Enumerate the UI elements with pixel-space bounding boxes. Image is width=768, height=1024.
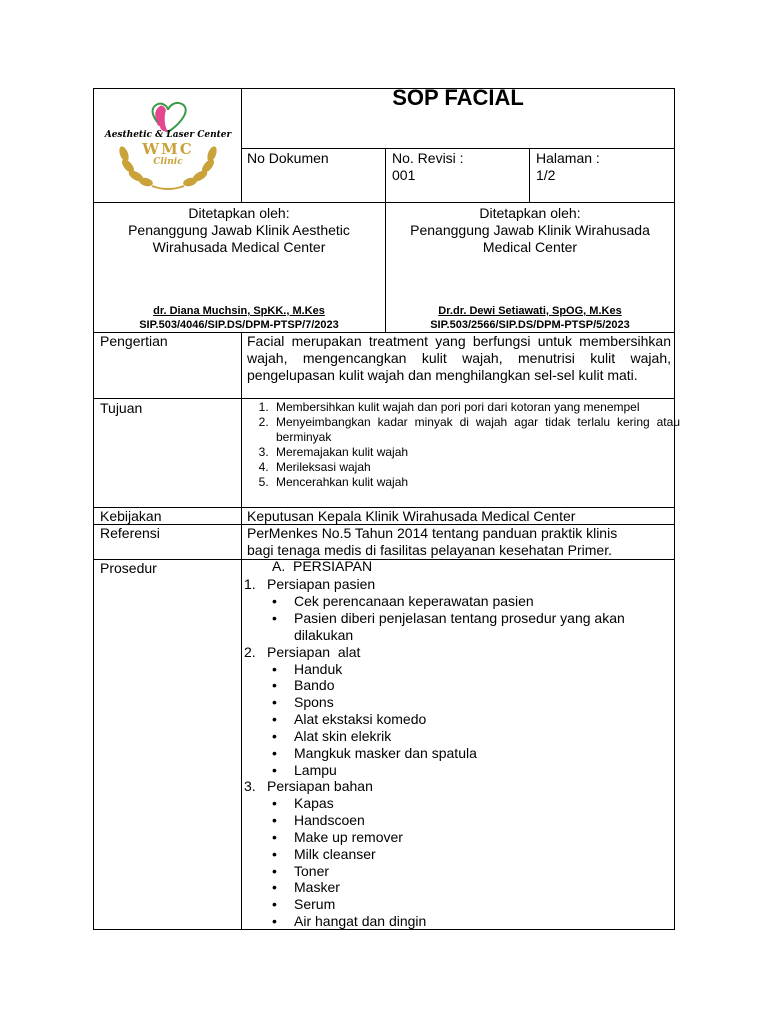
row-label-referensi: Referensi [100,525,160,541]
bullet: • [272,610,277,626]
revision-label: No. Revisi : [392,150,464,166]
approval-right-sip: SIP.503/2566/SIP.DS/DPM-PTSP/5/2023 [430,319,630,331]
bullet: • [272,846,277,862]
approval-right-role: Penanggung Jawab Klinik Wirahusada [410,222,650,238]
bullet: • [272,728,277,744]
list-item: 1. Membersihkan kulit wajah dan pori pori dari kotoran yang menempel [272,400,680,415]
bullet: • [272,694,277,710]
list-item: 4. Merileksasi wajah [272,460,680,475]
approval-right-role: Medical Center [482,239,578,255]
approval-right-name: Dr.dr. Dewi Setiawati, SpOG, M.Kes [438,305,622,317]
pengertian-text: Facial merupakan treatment yang berfungsi untuk membersihkan wajah, mengencangkan kulit wajah, menutrisi kulit wajah, pengelupasan kulit wajah dan menghilangkan sel-sel kulit mati. [247,333,671,383]
bullet: • [272,879,277,895]
tujuan-list [248,400,680,489]
page-title: SOP FACIAL [392,85,524,110]
grid-line [93,559,675,560]
logo-tagline: Aesthetic & Laser Center [104,130,232,140]
approval-left-name: dr. Diana Muchsin, SpKK., M.Kes [153,305,325,317]
row-label-tujuan: Tujuan [100,400,143,416]
revision-value: 001 [392,167,416,183]
list-item: Alat skin elekrik [294,728,392,744]
prosedur-group-title: Persiapan bahan [267,778,373,794]
prosedur-section-title: A. PERSIAPAN [272,558,373,574]
kebijakan-text: Keputusan Kepala Klinik Wirahusada Medical Center [247,508,576,524]
list-item: Handuk [294,661,343,677]
approval-left-role: Penanggung Jawab Klinik Aesthetic [128,222,350,238]
list-item: Toner [294,863,330,879]
list-item: Pasien diberi penjelasan tentang prosedur yang akan [294,610,625,626]
bullet: • [272,812,277,828]
bullet: • [272,745,277,761]
list-item: Make up remover [294,829,403,845]
list-item: 5. Mencerahkan kulit wajah [272,475,680,490]
clinic-logo [100,92,236,196]
row-label-prosedur: Prosedur [100,560,157,576]
bullet: • [272,711,277,727]
list-item: 3. Meremajakan kulit wajah [272,445,680,460]
bullet: • [272,677,277,693]
approval-right-label: Ditetapkan oleh: [479,205,581,221]
list-item: Cek perencanaan keperawatan pasien [294,593,534,609]
approval-left-sip: SIP.503/4046/SIP.DS/DPM-PTSP/7/2023 [139,319,339,331]
bullet: • [272,896,277,912]
list-item: Serum [294,896,336,912]
bullet: • [272,913,277,929]
grid-line [93,398,675,399]
row-label-kebijakan: Kebijakan [100,508,162,524]
list-item: Mangkuk masker dan spatula [294,745,477,761]
list-item: Masker [294,879,340,895]
prosedur-group-title: Persiapan alat [267,644,361,660]
approval-left-label: Ditetapkan oleh: [188,205,290,221]
bullet: • [272,762,277,778]
prosedur-group-title: Persiapan pasien [267,576,376,592]
approval-left-role: Wirahusada Medical Center [152,239,326,255]
bullet: • [272,863,277,879]
page-label: Halaman : [536,150,600,166]
list-item: Bando [294,677,335,693]
bullet: • [272,829,277,845]
list-item: dilakukan [294,627,354,643]
list-item: Alat ekstaksi komedo [294,711,427,727]
list-item: Milk cleanser [294,846,376,862]
list-item: Spons [294,694,334,710]
bullet: • [272,795,277,811]
row-label-pengertian: Pengertian [100,333,168,349]
grid-line [529,148,530,202]
logo-clinic: Clinic [153,157,183,167]
logo-brand: WMC [142,140,194,158]
grid-line [93,202,675,203]
prosedur-group-number: 3. [244,778,256,794]
prosedur-group-number: 2. [244,644,256,660]
referensi-line: PerMenkes No.5 Tahun 2014 tentang panduan praktik klinis [247,525,618,541]
grid-line [241,332,242,930]
list-item: Lampu [294,762,337,778]
grid-line [241,148,675,149]
list-item: Handscoen [294,812,365,828]
referensi-line: bagi tenaga medis di fasilitas pelayanan kesehatan Primer. [247,542,612,558]
list-item: Air hangat dan dingin [294,913,427,929]
bullet: • [272,661,277,677]
bullet: • [272,593,277,609]
grid-line [385,148,386,202]
list-item: Kapas [294,795,334,811]
list-item: 2. Menyeimbangkan kadar minyak di wajah agar tidak terlalu kering atau berminyak [272,415,680,445]
prosedur-group-number: 1. [244,576,256,592]
doc-number-label: No Dokumen [247,150,329,166]
page-value: 1/2 [536,167,556,183]
